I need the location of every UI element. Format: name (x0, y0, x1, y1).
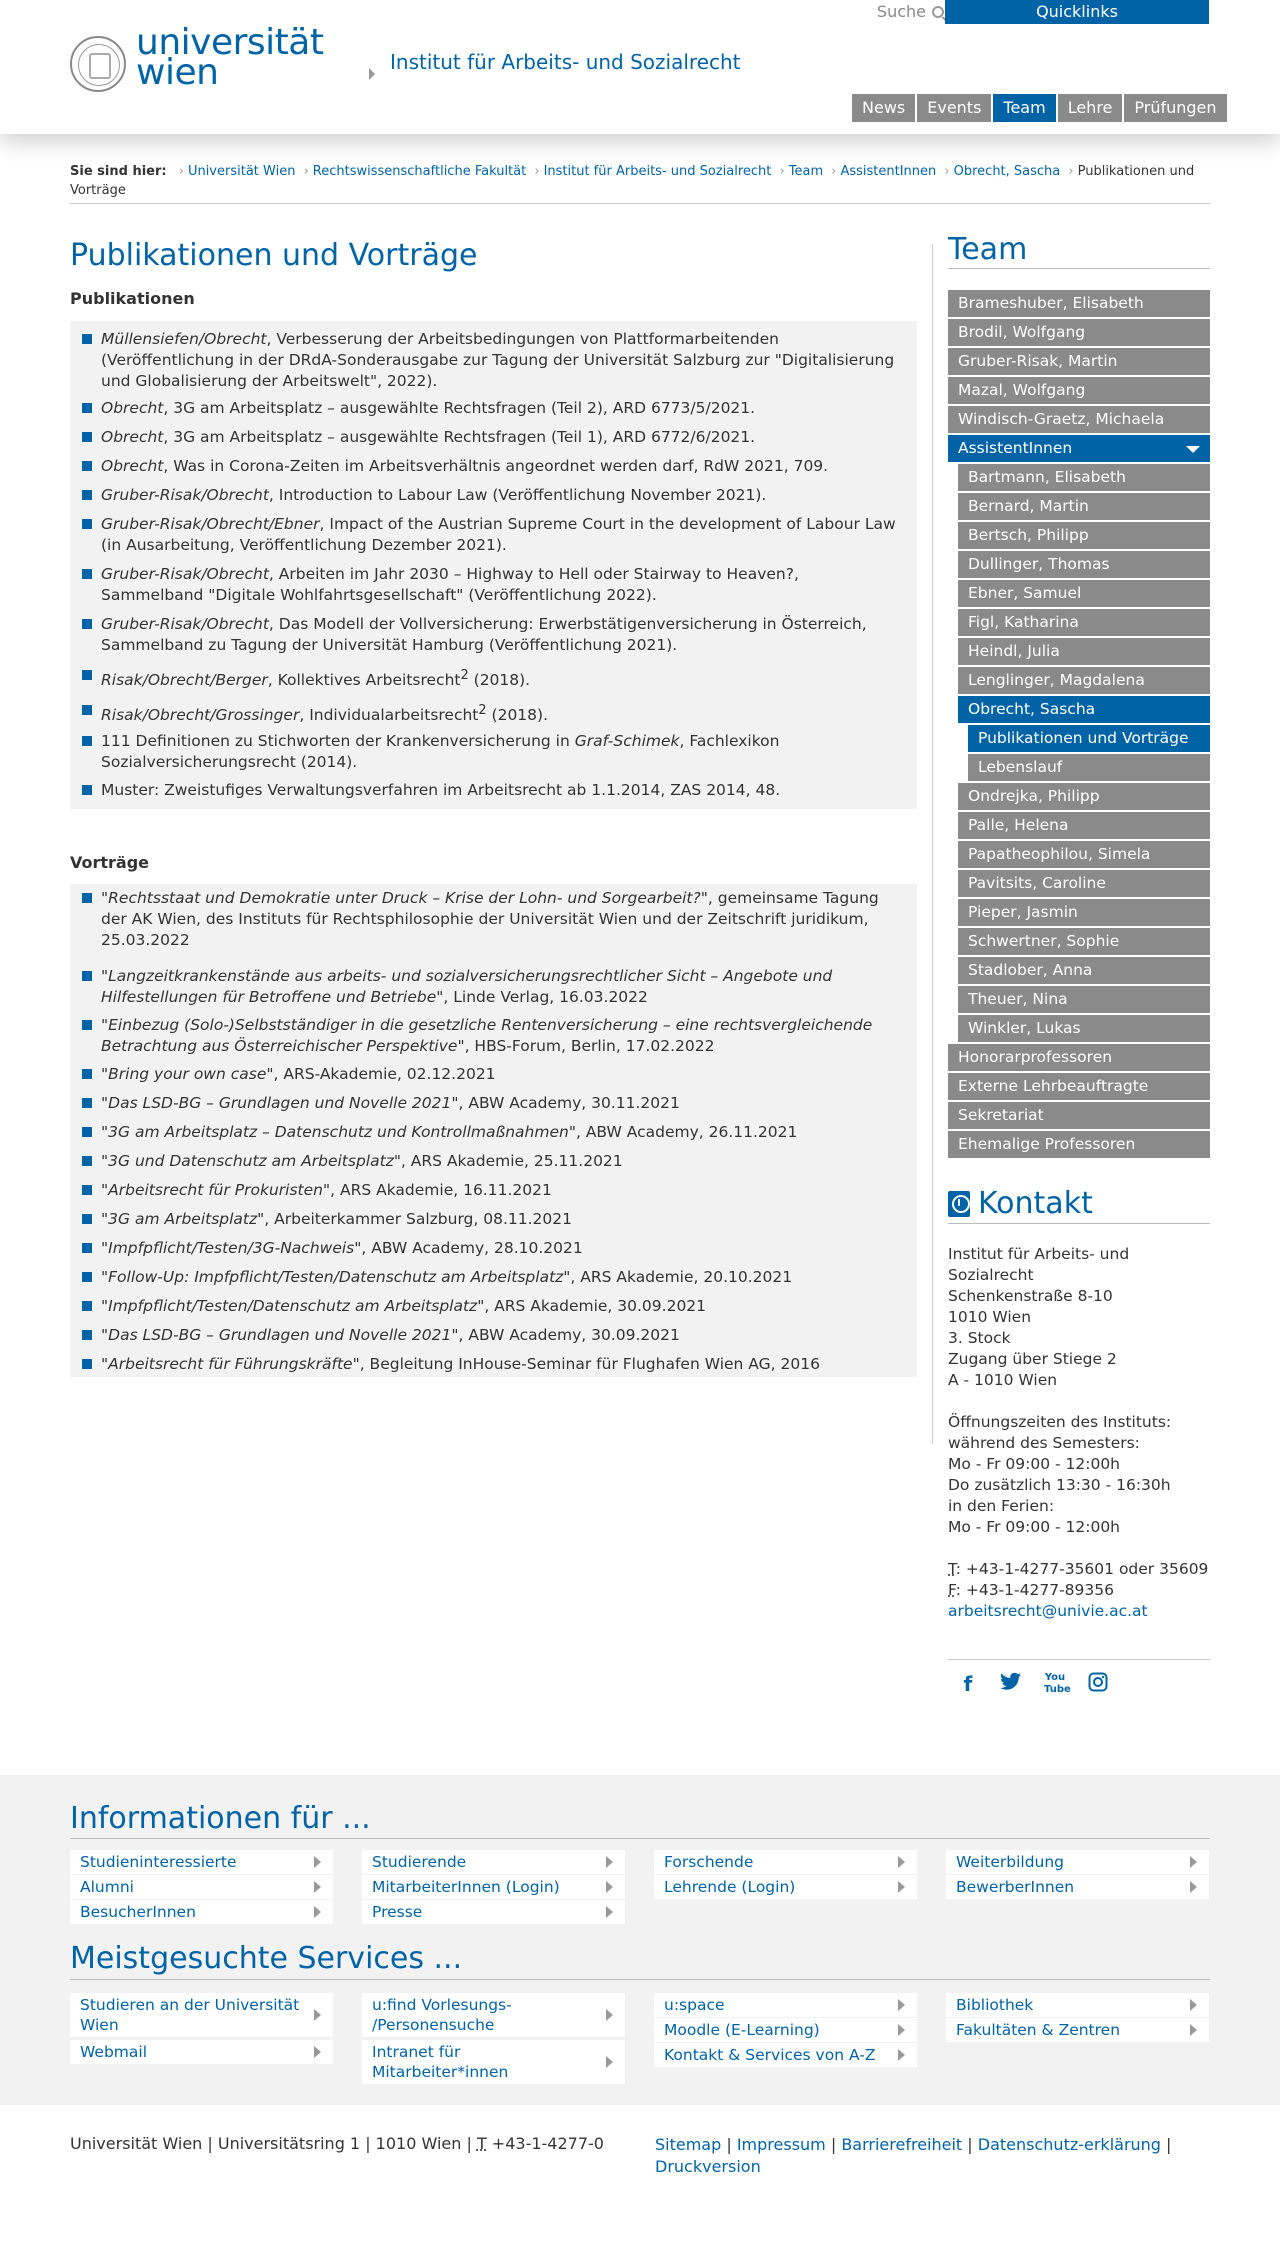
publication-author: Obrecht (101, 399, 164, 417)
info-link[interactable]: Studieninteressierte (70, 1850, 333, 1874)
sidebar-item[interactable] (958, 957, 1210, 984)
breadcrumb-separator: › (831, 164, 837, 179)
talks-list (70, 884, 917, 1377)
publication-author: Obrecht (101, 457, 164, 475)
services-title: Meistgesuchte Services ... (70, 1941, 463, 1976)
footer-link-impressum[interactable]: Impressum (736, 2135, 826, 2154)
breadcrumb-separator: › (1068, 164, 1074, 179)
sidebar-item[interactable] (948, 290, 1210, 317)
info-link[interactable]: Studierende (362, 1850, 625, 1874)
chevron-down-icon (1186, 446, 1200, 453)
sidebar-item[interactable] (948, 377, 1210, 404)
breadcrumb-divider (70, 203, 1210, 204)
social-divider (948, 1659, 1210, 1660)
sidebar-item-label: Heindl, Julia (968, 642, 1060, 660)
breadcrumb-separator: › (178, 164, 184, 179)
service-link[interactable]: Kontakt & Services von A-Z (654, 2043, 917, 2067)
kontakt-block (948, 1244, 1210, 1622)
kontakt-line: 1010 Wien (948, 1308, 1032, 1326)
kontakt-email-link[interactable]: arbeitsrecht@univie.ac.at (948, 1602, 1148, 1620)
kontakt-line: Zugang über Stiege 2 (948, 1350, 1117, 1368)
sidebar-item-label: Ebner, Samuel (968, 584, 1082, 602)
talk-item: "Langzeitkrankenstände aus arbeits- und sozialversicherungsrechtlicher Sicht – Angebote und Hilfestellungen für Betroffene und Betriebe", Linde Verlag, 16.03.2022 (82, 966, 905, 1008)
talk-title: Rechtsstaat und Demokratie unter Druck – Krise der Lohn- und Sorgearbeit? (108, 889, 701, 907)
publication-item: Muster: Zweistufiges Verwaltungsverfahren im Arbeitsrecht ab 1.1.2014, ZAS 2014, 48. (82, 780, 905, 801)
sidebar-item[interactable] (948, 1102, 1210, 1129)
university-logo[interactable] (70, 22, 324, 94)
kontakt-address (948, 1244, 1210, 1559)
kontakt-line (948, 1538, 1210, 1559)
nav-events[interactable]: Events (917, 94, 991, 122)
sidebar-item-label: Bernard, Martin (968, 497, 1089, 515)
publication-item: Gruber-Risak/Obrecht/Ebner, Impact of the Austrian Supreme Court in the development of Labour Law (in Ausarbeitung, Veröffentlichung Dezember 2021). (82, 514, 905, 556)
sidebar-item[interactable] (958, 580, 1210, 607)
publication-author: Gruber-Risak/Obrecht (101, 615, 269, 633)
talk-title: Einbezug (Solo-)Selbstständiger in die gesetzliche Rentenversicherung – eine rechtsvergleichende Betrachtung aus Österreichischer Perspektive (101, 1016, 873, 1055)
service-link[interactable]: Bibliothek (946, 1993, 1209, 2017)
talk-item: "Rechtsstaat und Demokratie unter Druck – Krise der Lohn- und Sorgearbeit?", gemeinsame Tagung der AK Wien, des Instituts für Rechtsphilosophie der Universität Wien und der Zeitschrift juridikum, 25.03.2022 (82, 888, 905, 951)
talk-item: "Arbeitsrecht für Führungskräfte", Begleitung InHouse-Seminar für Flughafen Wien AG, 2016 (82, 1354, 905, 1375)
breadcrumb-label: Sie sind hier: (70, 164, 167, 179)
info-icon (948, 1191, 970, 1217)
kontakt-line: in den Ferien: (948, 1497, 1055, 1515)
sidebar-item-label: Dullinger, Thomas (968, 555, 1110, 573)
kontakt-line: Öffnungszeiten des Instituts: (948, 1413, 1172, 1431)
site-footer (0, 1775, 1280, 2105)
service-link[interactable]: u:find Vorlesungs- /Personensuche (362, 1993, 625, 2037)
sidebar-item[interactable] (958, 609, 1210, 636)
sidebar-item-label: Publikationen und Vorträge (978, 729, 1189, 747)
nav-news[interactable]: News (852, 94, 915, 122)
sidebar-item-label: Lenglinger, Magdalena (968, 671, 1145, 689)
kontakt-line: 3. Stock (948, 1329, 1011, 1347)
footer-link-barrierefreiheit[interactable]: Barrierefreiheit (841, 2135, 963, 2154)
sidebar-item[interactable] (958, 464, 1210, 491)
kontakt-line: Schenkenstraße 8-10 (948, 1287, 1113, 1305)
sidebar-item[interactable] (968, 725, 1210, 752)
sidebar-item-label: Lebenslauf (978, 758, 1063, 776)
publication-author: Obrecht (101, 428, 164, 446)
sidebar-item[interactable] (958, 696, 1210, 723)
talk-item: "Impfpflicht/Testen/Datenschutz am Arbeitsplatz", ARS Akademie, 30.09.2021 (82, 1296, 905, 1317)
sidebar-item[interactable] (968, 754, 1210, 781)
sidebar-item[interactable] (948, 348, 1210, 375)
publications-heading: Publikationen (70, 289, 195, 308)
search-link[interactable] (860, 0, 944, 24)
main-navigation (852, 94, 1227, 122)
talk-item: "Impfpflicht/Testen/3G-Nachweis", ABW Academy, 28.10.2021 (82, 1238, 905, 1259)
talk-title: Follow-Up: Impfpflicht/Testen/Datenschutz am Arbeitsplatz (108, 1268, 564, 1286)
sidebar-item-label: Windisch-Graetz, Michaela (958, 410, 1165, 428)
info-divider (70, 1838, 1210, 1839)
sidebar-item[interactable] (958, 522, 1210, 549)
sidebar-item-label: Winkler, Lukas (968, 1019, 1081, 1037)
talk-title: Bring your own case (108, 1065, 267, 1083)
talk-title: 3G am Arbeitsplatz (108, 1210, 258, 1228)
service-link[interactable]: Intranet für Mitarbeiter*innen (362, 2040, 625, 2084)
kontakt-divider (948, 1223, 1210, 1224)
talk-title: 3G und Datenschutz am Arbeitsplatz (108, 1152, 394, 1170)
sidebar-item-label: Externe Lehrbeauftragte (958, 1077, 1149, 1095)
breadcrumb-link[interactable]: Universität Wien (187, 164, 296, 179)
publication-item: Obrecht, Was in Corona-Zeiten im Arbeitsverhältnis angeordnet werden darf, RdW 2021, 709. (82, 456, 905, 477)
search-icon (932, 6, 944, 18)
breadcrumb-separator: › (944, 164, 950, 179)
service-link[interactable]: Webmail (70, 2040, 333, 2064)
publication-item: Gruber-Risak/Obrecht, Das Modell der Vollversicherung: Erwerbstätigenversicherung in Österreich, Sammelband zu Tagung der Universität Hamburg (Veröffentlichung 2021). (82, 614, 905, 656)
sidebar-item[interactable] (958, 899, 1210, 926)
breadcrumb-current: Publikationen und Vorträge (70, 164, 1195, 198)
info-link[interactable]: Weiterbildung (946, 1850, 1209, 1874)
talk-item: "Bring your own case", ARS-Akademie, 02.12.2021 (82, 1064, 905, 1085)
talk-item: "3G am Arbeitsplatz", Arbeiterkammer Salzburg, 08.11.2021 (82, 1209, 905, 1230)
sidebar-item-label: Papatheophilou, Simela (968, 845, 1151, 863)
service-link[interactable]: Fakultäten & Zentren (946, 2018, 1209, 2042)
sidebar-item-label: Mazal, Wolfgang (958, 381, 1086, 399)
sidebar-item-label: Bartmann, Elisabeth (968, 468, 1126, 486)
service-link[interactable]: Studieren an der Universität Wien (70, 1993, 333, 2037)
sidebar-item-label: Ehemalige Professoren (958, 1135, 1136, 1153)
kontakt-phone: T: +43-1-4277-35601 oder 35609 (948, 1560, 1209, 1578)
sidebar-item[interactable] (958, 1015, 1210, 1042)
column-divider (932, 244, 933, 1444)
talk-item: "Arbeitsrecht für Prokuristen", ARS Akademie, 16.11.2021 (82, 1180, 905, 1201)
sidebar-item[interactable] (958, 493, 1210, 520)
sidebar-item-label: Figl, Katharina (968, 613, 1079, 631)
info-link[interactable]: BewerberInnen (946, 1875, 1209, 1899)
publication-item: Gruber-Risak/Obrecht, Arbeiten im Jahr 2030 – Highway to Hell oder Stairway to Heaven?, Sammelband "Digitale Wohlfahrtsgesellschaft" (Veröffentlichung 2022). (82, 564, 905, 606)
kontakt-line (948, 1391, 1210, 1412)
sidebar-item[interactable] (948, 1073, 1210, 1100)
talk-item: "Einbezug (Solo-)Selbstständiger in die gesetzliche Rentenversicherung – eine rechtsvergleichende Betrachtung aus Österreichischer Perspektive", HBS-Forum, Berlin, 17.02.2022 (82, 1015, 905, 1057)
sidebar-item-label: Brodil, Wolfgang (958, 323, 1086, 341)
sidebar-item[interactable] (958, 638, 1210, 665)
footer-link-datenschutz[interactable]: Datenschutz-erklärung (977, 2135, 1161, 2154)
institute-title[interactable]: Institut für Arbeits- und Sozialrecht (390, 50, 741, 74)
sidebar-item[interactable] (958, 783, 1210, 810)
talk-item: "Follow-Up: Impfpflicht/Testen/Datenschutz am Arbeitsplatz", ARS Akademie, 20.10.2021 (82, 1267, 905, 1288)
sidebar-item-label: Schwertner, Sophie (968, 932, 1120, 950)
publication-item: 111 Definitionen zu Stichworten der Krankenversicherung in Graf-Schimek, Fachlexikon Sozialversicherungsrecht (2014). (82, 731, 905, 773)
service-link[interactable]: u:space (654, 1993, 917, 2017)
publication-item: Obrecht, 3G am Arbeitsplatz – ausgewählte Rechtsfragen (Teil 1), ARD 6772/6/2021. (82, 427, 905, 448)
info-link[interactable]: BesucherInnen (70, 1900, 333, 1924)
sidebar-title-divider (948, 268, 1210, 269)
sidebar-item-label: Brameshuber, Elisabeth (958, 294, 1144, 312)
talk-title: Impfpflicht/Testen/Datenschutz am Arbeitsplatz (108, 1297, 478, 1315)
search-label: Suche (876, 2, 926, 21)
breadcrumb-link[interactable]: Institut für Arbeits- und Sozialrecht (543, 164, 772, 179)
publication-item: Müllensiefen/Obrecht, Verbesserung der Arbeitsbedingungen von Plattformarbeitenden (Veröffentlichung in der DRdA-Sonderausgabe zur Tagung der Universität Salzburg zur "Digitalisierung und Globalisierung der Arbeitswelt", 2022). (82, 329, 905, 392)
sidebar-item[interactable] (958, 551, 1210, 578)
info-link[interactable]: Lehrende (Login) (654, 1875, 917, 1899)
sidebar-item-label: Honorarprofessoren (958, 1048, 1113, 1066)
sidebar-item[interactable] (948, 1044, 1210, 1071)
talk-title: 3G am Arbeitsplatz – Datenschutz und Kontrollmaßnahmen (108, 1123, 569, 1141)
site-header (0, 0, 1280, 134)
footer-link-sitemap[interactable]: Sitemap (655, 2135, 722, 2154)
service-link[interactable]: Moodle (E-Learning) (654, 2018, 917, 2042)
footer-address: Universität Wien | Universitätsring 1 | 1010 Wien | T +43-1-4277-0 (70, 2134, 604, 2153)
breadcrumb-link[interactable]: Rechtswissenschaftliche Fakultät (312, 164, 527, 179)
talk-item: "Das LSD-BG – Grundlagen und Novelle 2021", ABW Academy, 30.09.2021 (82, 1325, 905, 1346)
info-title: Informationen für ... (70, 1801, 371, 1836)
sidebar-item-label: Obrecht, Sascha (968, 700, 1096, 718)
sidebar-item-label: Sekretariat (958, 1106, 1044, 1124)
sidebar-title: Team (948, 232, 1028, 267)
breadcrumb-link[interactable]: Team (788, 164, 824, 179)
sidebar-item[interactable] (958, 812, 1210, 839)
nav-team[interactable]: Team (993, 94, 1055, 122)
page-title: Publikationen und Vorträge (70, 238, 478, 273)
sidebar-item-label: Theuer, Nina (968, 990, 1068, 1008)
publication-item: Gruber-Risak/Obrecht, Introduction to Labour Law (Veröffentlichung November 2021). (82, 485, 905, 506)
talk-title: Das LSD-BG – Grundlagen und Novelle 2021 (108, 1094, 452, 1112)
publication-item: Risak/Obrecht/Grossinger, Individualarbeitsrecht$^2$ (2018). (82, 700, 905, 726)
publication-author: Müllensiefen/Obrecht (101, 330, 267, 348)
publication-author: Gruber-Risak/Obrecht/Ebner (101, 515, 320, 533)
kontakt-fax: F: +43-1-4277-89356 (948, 1581, 1114, 1599)
footer-links: Sitemap | Impressum | Barrierefreiheit | Datenschutz-erklärung | Druckversion (655, 2135, 1172, 2176)
sidebar-item-label: Bertsch, Philipp (968, 526, 1089, 544)
university-seal-icon (70, 36, 126, 92)
nav-pruefungen[interactable]: Prüfungen (1124, 94, 1226, 122)
breadcrumb-separator: › (779, 164, 785, 179)
sidebar-item[interactable] (958, 928, 1210, 955)
talk-title: Das LSD-BG – Grundlagen und Novelle 2021 (108, 1326, 452, 1344)
breadcrumb-link[interactable]: Obrecht, Sascha (953, 164, 1061, 179)
kontakt-line: Mo - Fr 09:00 - 12:00h (948, 1455, 1120, 1473)
publication-author: Gruber-Risak/Obrecht (101, 486, 269, 504)
breadcrumb-separator: › (534, 164, 540, 179)
publication-item: Risak/Obrecht/Berger, Kollektives Arbeitsrecht$^2$ (2018). (82, 665, 905, 691)
kontakt-line: A - 1010 Wien (948, 1371, 1058, 1389)
talk-title: Arbeitsrecht für Führungskräfte (108, 1355, 353, 1373)
publication-author: Graf-Schimek (574, 732, 680, 750)
sidebar-item[interactable] (958, 870, 1210, 897)
breadcrumb-link[interactable]: AssistentInnen (840, 164, 937, 179)
sidebar-item-label: Ondrejka, Philipp (968, 787, 1100, 805)
sidebar-item-label: AssistentInnen (958, 439, 1073, 457)
talks-heading: Vorträge (70, 853, 150, 872)
info-link[interactable]: Presse (362, 1900, 625, 1924)
talk-item: "Das LSD-BG – Grundlagen und Novelle 2021", ABW Academy, 30.11.2021 (82, 1093, 905, 1114)
publication-item: Obrecht, 3G am Arbeitsplatz – ausgewählte Rechtsfragen (Teil 2), ARD 6773/5/2021. (82, 398, 905, 419)
info-link[interactable]: Alumni (70, 1875, 333, 1899)
breadcrumb-separator: › (303, 164, 309, 179)
info-link[interactable]: Forschende (654, 1850, 917, 1874)
talk-item: "3G am Arbeitsplatz – Datenschutz und Kontrollmaßnahmen", ABW Academy, 26.11.2021 (82, 1122, 905, 1143)
footer-link-druckversion[interactable]: Druckversion (655, 2157, 761, 2176)
sidebar-item-label: Gruber-Risak, Martin (958, 352, 1118, 370)
sidebar-item[interactable] (948, 435, 1210, 462)
kontakt-line: Institut für Arbeits- und (948, 1245, 1130, 1263)
talk-item: "3G und Datenschutz am Arbeitsplatz", ARS Akademie, 25.11.2021 (82, 1151, 905, 1172)
publication-author: Risak/Obrecht/Berger (101, 671, 268, 690)
services-divider (70, 1979, 1210, 1980)
kontakt-title: Kontakt (978, 1186, 1093, 1221)
publications-list (70, 321, 917, 809)
kontakt-line: während des Semesters: (948, 1434, 1140, 1452)
sidebar-item[interactable] (948, 319, 1210, 346)
sidebar-item[interactable] (958, 986, 1210, 1013)
instagram-icon[interactable] (1087, 1672, 1109, 1696)
info-link[interactable]: MitarbeiterInnen (Login) (362, 1875, 625, 1899)
sidebar-item-label: Pavitsits, Caroline (968, 874, 1106, 892)
quicklinks-button[interactable]: Quicklinks (945, 0, 1209, 24)
logo-wordmark: universität wien (136, 22, 324, 93)
kontakt-line: Do zusätzlich 13:30 - 16:30h (948, 1476, 1171, 1494)
talk-title: Impfpflicht/Testen/3G-Nachweis (108, 1239, 355, 1257)
twitter-icon[interactable] (1000, 1672, 1022, 1696)
sidebar-item[interactable] (948, 406, 1210, 433)
kontakt-line: Mo - Fr 09:00 - 12:00h (948, 1518, 1120, 1536)
sidebar-item[interactable] (948, 1131, 1210, 1158)
breadcrumb (70, 162, 1210, 200)
arrow-right-icon (369, 68, 375, 80)
sidebar-item[interactable] (958, 841, 1210, 868)
youtube-icon[interactable]: You Tube (1044, 1672, 1071, 1695)
kontakt-line: Sozialrecht (948, 1266, 1034, 1284)
talk-title: Arbeitsrecht für Prokuristen (108, 1181, 323, 1199)
sidebar-item-label: Stadlober, Anna (968, 961, 1093, 979)
sidebar-item[interactable] (958, 667, 1210, 694)
sidebar-item-label: Pieper, Jasmin (968, 903, 1078, 921)
sidebar-item-label: Palle, Helena (968, 816, 1069, 834)
publication-author: Gruber-Risak/Obrecht (101, 565, 269, 583)
publication-author: Risak/Obrecht/Grossinger (101, 706, 300, 725)
talk-title: Langzeitkrankenstände aus arbeits- und sozialversicherungsrechtlicher Sicht – Angebote und Hilfestellungen für Betroffene und Betriebe (101, 967, 833, 1006)
kontakt-heading (948, 1186, 1093, 1221)
facebook-icon[interactable]: f (963, 1672, 973, 1696)
nav-lehre[interactable]: Lehre (1058, 94, 1123, 122)
